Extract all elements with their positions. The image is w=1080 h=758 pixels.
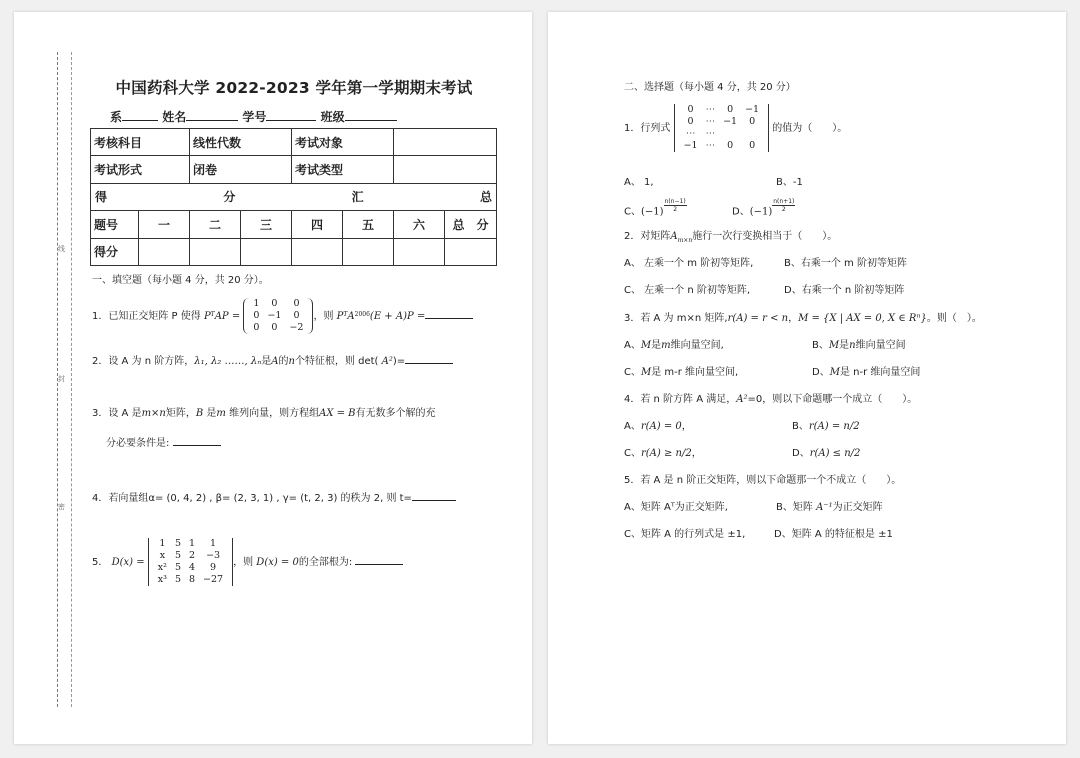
cq3-comma: ，	[788, 313, 799, 324]
q4-answer-blank[interactable]	[412, 491, 456, 501]
cq1-matrix-cell: 0	[727, 104, 734, 115]
cq1-c-num: n(n−1)	[664, 198, 686, 205]
q5-matrix-row	[154, 574, 227, 586]
q3-mid2: 是	[206, 408, 217, 419]
cq3-a-m: M	[640, 340, 652, 351]
q1-matrix-cell: −2	[289, 322, 304, 333]
q5-matrix-cell: 9	[210, 562, 217, 573]
score-cell-2[interactable]	[190, 238, 241, 265]
q5-matrix-cell: x³	[157, 574, 167, 585]
cq3-rank: r(A) = r < n	[727, 313, 789, 324]
q5-determinant	[148, 538, 233, 586]
cq4-option-b[interactable]	[792, 421, 860, 433]
question-number-total: 总 分	[445, 211, 497, 238]
q1-rhs-a: A	[347, 311, 355, 322]
cq3-b-dim: n	[849, 340, 856, 351]
cq3-d-label: D、	[812, 367, 830, 378]
cq1-end: 的值为（ ）。	[772, 123, 848, 134]
question-number-4: 四	[292, 211, 343, 238]
cq3-b-m: M	[828, 340, 840, 351]
cq1-determinant	[674, 104, 770, 152]
type-value	[394, 156, 497, 183]
score-cell-6[interactable]	[394, 238, 445, 265]
q2-mid2: 的	[278, 356, 289, 367]
cq1-matrix-cell: 0	[749, 116, 756, 127]
cq1-matrix-row	[680, 104, 764, 116]
cq1-option-b[interactable]: B、-1	[776, 177, 803, 188]
cq3-c-m: M	[640, 367, 652, 378]
student-fields	[110, 108, 397, 125]
cq2-prefix: 2．对矩阵	[624, 231, 671, 242]
cq3-a-end: 维向量空间,	[670, 340, 724, 351]
cq5-option-c[interactable]: C、矩阵 A 的行列式是 ±1,	[624, 529, 746, 540]
q1-rhs-rest: (E + A)P =	[369, 311, 426, 322]
q5-matrix-cell: 4	[189, 562, 196, 573]
binding-line-inner	[71, 52, 72, 707]
info-row-question-numbers	[91, 211, 497, 238]
binding-mark-xian: 线	[58, 245, 65, 253]
choice-question-1	[624, 104, 847, 152]
cq4-d-label: D、	[792, 448, 810, 459]
subject-value: 线性代数	[190, 129, 292, 156]
q5-matrix-cell: 1	[159, 538, 166, 549]
q5-matrix-cell: −3	[206, 550, 221, 561]
cq1-d-den: 2	[781, 206, 786, 213]
q5-matrix-cell: 1	[189, 538, 196, 549]
q5-end: 的全部根为:	[298, 557, 353, 568]
q5-matrix-cell: 5	[174, 550, 181, 561]
info-row-subject	[91, 129, 497, 156]
cq4-b-label: B、	[792, 421, 809, 432]
cq1-matrix-cell: ⋯	[705, 140, 716, 151]
format-value: 闭卷	[190, 156, 292, 183]
q1-lhs-rest: AP =	[214, 311, 241, 322]
q5-dx: D(x) =	[111, 557, 145, 568]
cq3-b-label: B、	[812, 340, 829, 351]
q3-mid3: 维列向量，则方程组	[229, 408, 320, 419]
cq3-end: 。则（ ）。	[926, 313, 982, 324]
score-label: 得分	[91, 238, 139, 265]
q1-matrix-cell: 0	[253, 310, 260, 321]
binding-mark-feng: 封	[58, 375, 65, 383]
cq5-b-end: 为正交矩阵	[832, 502, 883, 513]
q1-matrix-cell: 0	[271, 322, 278, 333]
cq3-a-is: 是	[651, 340, 662, 351]
question-number-5: 五	[343, 211, 394, 238]
exam-page-right	[548, 12, 1066, 744]
cq2-option-a[interactable]: A、 左乘一个 m 阶初等矩阵,	[624, 258, 754, 269]
cq1-matrix-cell	[741, 128, 763, 140]
cq1-c-den: 2	[673, 206, 678, 213]
cq3-option-b[interactable]	[812, 340, 906, 352]
q3-mid1: 矩阵，	[165, 408, 196, 419]
q2-prefix: 2．设 A 为 n 阶方阵，	[92, 356, 195, 367]
cq4-option-c[interactable]	[624, 448, 702, 460]
question-number-3: 三	[241, 211, 292, 238]
cq1-matrix-row	[680, 128, 764, 140]
exam-page-left	[14, 12, 532, 744]
audience-value	[394, 129, 497, 156]
cq1-option-a[interactable]: A、 1,	[624, 177, 654, 188]
cq5-b-label: B、矩阵	[776, 502, 813, 513]
cq3-option-c[interactable]	[624, 367, 738, 379]
cq1-option-c[interactable]	[624, 198, 687, 219]
cq4-a-end: ，	[681, 421, 692, 432]
cq1-d-exp	[772, 198, 795, 213]
cq1-matrix-cell: ⋯	[705, 104, 716, 115]
type-label: 考试类型	[292, 156, 394, 183]
q1-matrix-cell: 0	[293, 298, 300, 309]
cq3-set: M = {X | AX = 0, X ∈ Rⁿ}	[798, 313, 927, 324]
cq1-matrix-cell: 0	[687, 116, 694, 127]
fill-question-1	[92, 298, 473, 334]
q1-matrix-cell: −1	[267, 310, 282, 321]
info-row-format	[91, 156, 497, 183]
q5-then: ，则	[233, 557, 254, 568]
fill-question-5	[92, 538, 403, 586]
score-cell-3[interactable]	[241, 238, 292, 265]
binding-mark-mi: 密	[58, 503, 65, 511]
q2-n: n	[288, 356, 295, 367]
cq4-end: =0，则以下命题哪一个成立（ ）。	[747, 394, 918, 405]
cq4-a-expr: r(A) = 0	[640, 421, 682, 432]
choice-question-3	[624, 313, 982, 325]
q2-a: A	[271, 356, 279, 367]
cq1-d-num: n(n+1)	[773, 198, 795, 205]
cq2-option-b[interactable]: B、右乘一个 m 阶初等矩阵	[784, 258, 907, 269]
cq1-d-label: D、	[732, 206, 750, 218]
q3-equation: AX = B	[319, 408, 356, 419]
cq3-prefix: 3．若 A 为 m×n 矩阵,	[624, 313, 728, 324]
cq3-b-end: 维向量空间	[855, 340, 906, 351]
cq3-option-a[interactable]	[624, 340, 724, 352]
cq4-c-label: C、	[624, 448, 641, 459]
q3-line2: 分必要条件是:	[106, 438, 170, 449]
subject-label: 考核科目	[91, 129, 190, 156]
fill-question-4	[92, 491, 456, 505]
cq3-b-is: 是	[839, 340, 850, 351]
q1-matrix-cell: 1	[253, 298, 260, 309]
fill-question-3-line2	[106, 436, 221, 450]
q2-mid: 是	[261, 356, 272, 367]
cq3-d-m: M	[829, 367, 840, 378]
cq5-b-ainv: A⁻¹	[816, 502, 833, 513]
score-cell-4[interactable]	[292, 238, 343, 265]
info-row-summary-heading	[91, 183, 497, 210]
q1-rhs-sup2: 2006	[354, 311, 370, 318]
audience-label: 考试对象	[292, 129, 394, 156]
name-label: 姓名	[162, 110, 187, 124]
summary-char-3: 汇	[351, 190, 364, 205]
cq2-end: 施行一次行变换相当于（ ）。	[692, 231, 838, 242]
q5-dx-eq: D(x) = 0	[256, 557, 299, 568]
fill-question-2	[92, 354, 453, 368]
cq1-c-label: C、	[624, 206, 641, 218]
q1-answer-blank[interactable]	[425, 309, 473, 319]
cq5-option-b[interactable]	[776, 502, 883, 514]
cq1-matrix-cell: ⋯	[705, 128, 716, 139]
cq2-sub: m×n	[677, 237, 693, 244]
q1-lhs-sup: T	[210, 311, 215, 318]
dept-blank[interactable]	[122, 110, 158, 121]
choice-question-5: 5．若 A 是 n 阶正交矩阵，则以下命题那一个不成立（ ）。	[624, 475, 902, 486]
q3-prefix: 3．设 A 是	[92, 408, 142, 419]
q5-matrix-cell: x	[159, 550, 166, 561]
choice-question-2	[624, 231, 837, 244]
q5-matrix-cell: −27	[203, 574, 224, 585]
q5-matrix-cell: 2	[189, 550, 196, 561]
choice-question-4	[624, 394, 917, 406]
cq3-c-label: C、	[624, 367, 641, 378]
cq2-a: A	[670, 231, 678, 242]
cq3-c-end: 是 m-r 维向量空间,	[651, 367, 739, 378]
q1-lhs-p: P	[203, 311, 211, 322]
cq3-a-dim: m	[661, 340, 671, 351]
q3-mn: m×n	[141, 408, 166, 419]
cq2-option-c[interactable]: C、 左乘一个 n 阶初等矩阵,	[624, 285, 751, 296]
cq3-option-d[interactable]	[812, 367, 920, 379]
question-number-6: 六	[394, 211, 445, 238]
q5-prefix: 5．	[92, 557, 109, 568]
q1-matrix-row	[249, 298, 307, 310]
cq5-option-a[interactable]: A、矩阵 Aᵀ为正交矩阵,	[624, 502, 728, 513]
q5-matrix-cell: 8	[189, 574, 196, 585]
q1-then: ，则	[313, 311, 334, 322]
q5-matrix-cell: 5	[174, 538, 181, 549]
section1-title: 一、填空题（每小题 4 分，共 20 分）。	[92, 275, 269, 286]
cq1-matrix-row	[680, 140, 764, 152]
summary-char-1: 得	[95, 190, 108, 205]
q5-matrix-cell: x²	[157, 562, 167, 573]
q5-answer-blank[interactable]	[355, 555, 403, 565]
cq1-c-exp	[664, 198, 687, 213]
dept-label: 系	[110, 110, 123, 124]
q2-eigenvalues: λ₁, λ₂ ……, λₙ	[194, 356, 262, 367]
q5-matrix-row	[154, 562, 227, 574]
q5-matrix-cell: 1	[210, 538, 217, 549]
cq4-d-expr: r(A) ≤ n/2	[809, 448, 861, 459]
q3-answer-blank[interactable]	[173, 436, 221, 446]
cq4-option-d[interactable]	[792, 448, 860, 460]
cq5-option-d[interactable]: D、矩阵 A 的特征根是 ±1	[774, 529, 893, 540]
question-number-2: 二	[190, 211, 241, 238]
q1-matrix-cell: 0	[253, 322, 260, 333]
cq1-matrix-cell: ⋯	[685, 128, 696, 139]
cq1-option-d[interactable]	[732, 198, 795, 219]
q2-a-squared: A²	[381, 356, 393, 367]
q3-end: 有无数多个解的充	[355, 408, 436, 419]
q1-rhs-sup1: T	[343, 311, 348, 318]
class-label: 班级	[320, 110, 345, 124]
cq4-a-label: A、	[624, 421, 641, 432]
cq1-matrix-cell: ⋯	[705, 116, 716, 127]
cq4-option-a[interactable]	[624, 421, 692, 433]
q2-answer-blank[interactable]	[405, 354, 453, 364]
score-cell-total[interactable]	[445, 238, 497, 265]
q5-matrix-cell: 5	[174, 574, 181, 585]
cq4-b-expr: r(A) = n/2	[808, 421, 860, 432]
cq2-option-d[interactable]: D、右乘一个 n 阶初等矩阵	[784, 285, 905, 296]
cq4-a-squared: A²	[736, 394, 748, 405]
cq1-matrix-cell: 0	[749, 140, 756, 151]
info-row-scores	[91, 238, 497, 265]
cq3-d-end: 是 n-r 维向量空间	[839, 367, 921, 378]
q1-rhs-p: P	[336, 311, 344, 322]
cq1-prefix: 1．行列式	[624, 123, 671, 134]
cq1-matrix-cell: 0	[687, 104, 694, 115]
cq1-matrix-cell: −1	[723, 116, 738, 127]
q1-matrix-row	[249, 310, 307, 322]
fill-question-3	[92, 408, 436, 420]
cq1-d-base: (−1)	[749, 206, 773, 218]
q5-matrix-row	[154, 538, 227, 550]
q4-text: 4．若向量组α= (0, 4, 2) , β= (2, 3, 1) , γ= (t, 2, 3) 的秩为 2, 则 t=	[92, 493, 412, 504]
q3-m: m	[216, 408, 226, 419]
q3-b: B	[195, 408, 204, 419]
q1-matrix-row	[249, 322, 307, 334]
question-number-1: 一	[139, 211, 190, 238]
score-summary-heading	[91, 183, 497, 210]
question-number-label: 题号	[91, 211, 139, 238]
q2-mid3: 个特征根，则 det(	[294, 356, 379, 367]
cq4-c-expr: r(A) ≥ n/2	[640, 448, 692, 459]
q1-matrix	[243, 298, 313, 334]
id-blank[interactable]	[266, 110, 316, 121]
class-blank[interactable]	[345, 110, 397, 121]
cq1-matrix-cell	[719, 128, 741, 140]
summary-char-2: 分	[223, 190, 236, 205]
summary-char-4: 总	[479, 190, 492, 205]
score-cell-5[interactable]	[343, 238, 394, 265]
section2-title: 二、选择题（每小题 4 分，共 20 分）	[624, 82, 796, 93]
q2-end: )=	[392, 356, 406, 367]
cq3-a-label: A、	[624, 340, 641, 351]
cq1-matrix-cell: −1	[745, 104, 760, 115]
q5-matrix-cell: 5	[174, 562, 181, 573]
cq1-c-base: (−1)	[640, 206, 664, 218]
cq1-matrix-cell: 0	[727, 140, 734, 151]
cq1-matrix-row	[680, 116, 764, 128]
q1-matrix-cell: 0	[271, 298, 278, 309]
name-blank[interactable]	[186, 110, 238, 121]
cq4-prefix: 4．若 n 阶方阵 A 满足，	[624, 394, 737, 405]
q1-prefix: 1．已知正交矩阵 P 使得	[92, 311, 201, 322]
format-label: 考试形式	[91, 156, 190, 183]
cq1-matrix-cell: −1	[683, 140, 698, 151]
exam-info-table	[90, 128, 497, 266]
q5-matrix-row	[154, 550, 227, 562]
score-cell-1[interactable]	[139, 238, 190, 265]
exam-title: 中国药科大学 2022-2023 学年第一学期期末考试	[115, 79, 473, 97]
id-label: 学号	[242, 110, 267, 124]
q1-matrix-cell: 0	[293, 310, 300, 321]
cq4-c-end: ，	[691, 448, 702, 459]
